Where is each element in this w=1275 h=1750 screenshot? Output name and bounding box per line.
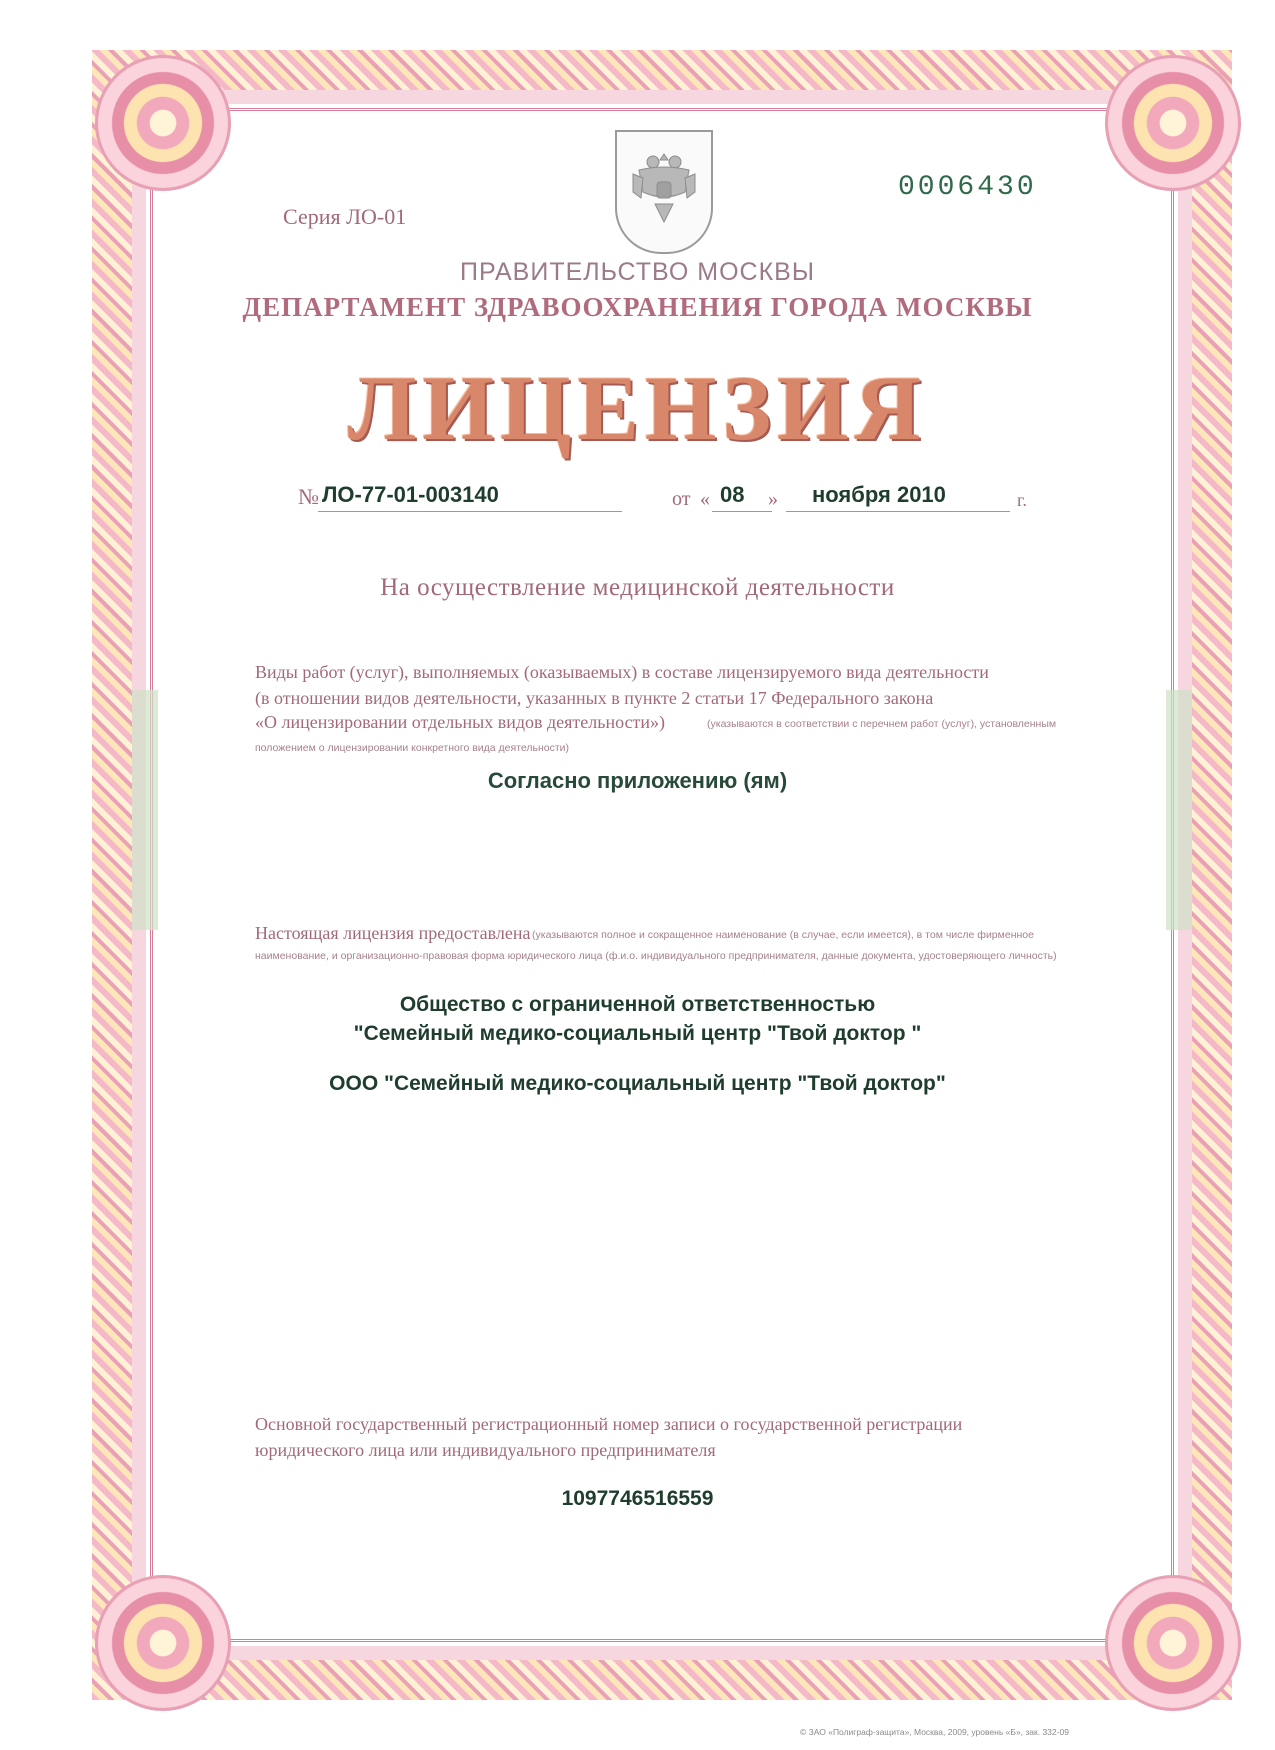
day-underline (712, 511, 772, 512)
grantee-note-line2: наименование, и организационно-правовая форма юридического лица (ф.и.о. индивидуального предпринимателя, данные документа, удостоверяющего личность) (255, 950, 1057, 962)
date-quote-close: » (768, 488, 778, 510)
month-underline (786, 511, 1010, 512)
serial-number: 0006430 (898, 172, 1037, 203)
grantee-full-name-line1: Общество с ограниченной ответственностью (399, 993, 876, 1016)
works-note-line2: положением о лицензировании конкретного вида деятельности) (255, 742, 570, 754)
works-note-line1: (указываются в соответствии с перечнем работ (услуг), установленным (707, 718, 1057, 730)
document-title: ЛИЦЕНЗИЯ (347, 357, 928, 459)
government-heading: ПРАВИТЕЛЬСТВО МОСКВЫ (460, 258, 815, 286)
printer-imprint: © ЗАО «Полиграф-защита», Москва, 2009, уровень «Б», зак. 332-09 (800, 1727, 1069, 1737)
works-value: Согласно приложению (ям) (487, 768, 788, 793)
corner-rosette-top-right (1105, 55, 1241, 191)
grantee-short-name: ООО "Семейный медико-социальный центр "Твой доктор" (329, 1072, 946, 1095)
grantee-label: Настоящая лицензия предоставлена (255, 923, 531, 943)
year-suffix: г. (1017, 490, 1027, 510)
license-day: 08 (720, 482, 745, 507)
grantee-full-name-line2: "Семейный медико-социальный центр "Твой доктор " (353, 1022, 922, 1045)
inner-border-line (150, 108, 1174, 1642)
corner-rosette-bottom-right (1105, 1575, 1241, 1711)
department-heading: ДЕПАРТАМЕНТ ЗДРАВООХРАНЕНИЯ ГОРОДА МОСКВЫ (242, 292, 1033, 322)
grantee-note-line1: (указываются полное и сокращенное наименование (в случае, если имеется), в том числе фирменное (532, 929, 1034, 941)
corner-rosette-bottom-left (95, 1575, 231, 1711)
works-label-line2: (в отношении видов деятельности, указанных в пункте 2 статьи 17 Федерального закона (255, 688, 934, 708)
registration-label-line2: юридического лица или индивидуального предпринимателя (255, 1440, 716, 1460)
number-sign: № (298, 484, 319, 509)
license-month-year: ноября 2010 (812, 482, 946, 507)
works-label-line1: Виды работ (услуг), выполняемых (оказываемых) в составе лицензируемого вида деятельности (255, 662, 989, 682)
number-underline (318, 511, 622, 512)
coat-of-arms-icon (615, 130, 713, 254)
registration-number: 1097746516559 (561, 1487, 714, 1510)
date-prefix: от (672, 488, 691, 510)
registration-label-line1: Основной государственный регистрационный номер записи о государственной регистрации (255, 1414, 963, 1434)
right-security-stripe (1166, 690, 1192, 930)
corner-rosette-top-left (95, 55, 231, 191)
works-label-line3: «О лицензировании отдельных видов деятельности») (255, 712, 666, 732)
license-number: ЛО-77-01-003140 (322, 482, 499, 507)
date-quote-open: « (700, 488, 710, 510)
double-headed-eagle-icon (631, 148, 697, 230)
license-purpose: На осуществление медицинской деятельности (380, 574, 895, 601)
serial-label: Серия ЛО-01 (283, 204, 407, 229)
left-security-stripe (132, 690, 158, 930)
